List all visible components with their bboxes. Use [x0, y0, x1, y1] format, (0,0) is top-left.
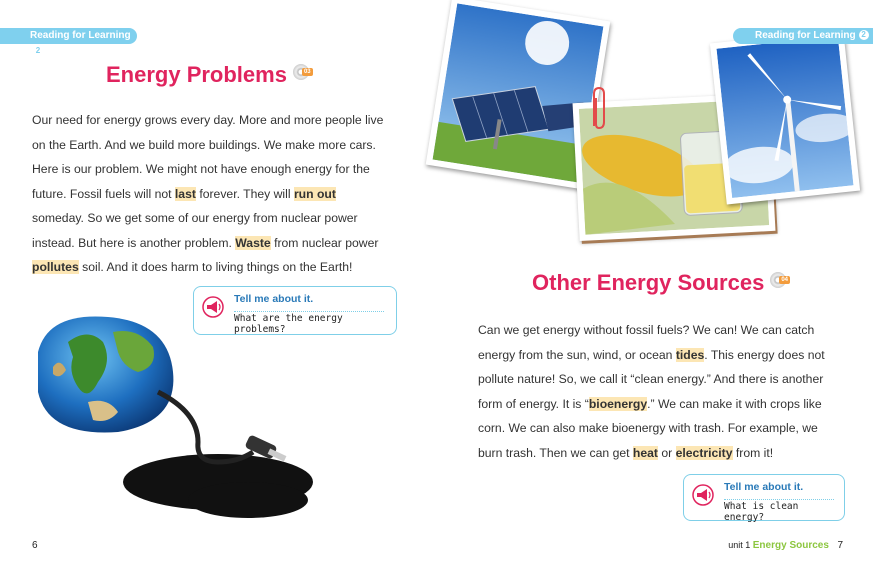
footer-unit-title: Energy Sources: [752, 540, 829, 551]
title-text: Energy Problems: [106, 62, 287, 87]
section-tab-left: [0, 28, 137, 55]
vocab-word-highlight: heat: [632, 445, 658, 460]
audio-cd-icon[interactable]: [293, 64, 309, 80]
vocab-word-highlight: run out: [293, 186, 336, 201]
section-tab-label: Reading for Learning: [755, 30, 856, 41]
page-footer-right: [728, 540, 843, 551]
page-number-left: 6: [32, 540, 38, 551]
vocab-word-highlight: Waste: [235, 235, 271, 250]
vocab-word-highlight: last: [174, 186, 196, 201]
paragraph-text: soil. And it does harm to living things on the Earth!: [78, 260, 353, 274]
section-number-badge: 2: [33, 46, 43, 56]
paragraph-text: from nuclear power: [270, 235, 379, 250]
paragraph-text: someday. So we get some of our energy from nuclear power instead. But here is another problem.: [32, 211, 358, 250]
earth-fuel-nozzle-illustration: [28, 312, 318, 527]
paragraph-text: Our need for energy grows every day. More and more people live on the Earth. And we build more buildings. We make more cars. Here is our problem. We might not have enough energy for the future. Fossil fuels will not: [32, 113, 384, 201]
paragraph-text: forever. They will: [195, 186, 294, 201]
vocab-word-highlight: tides: [675, 347, 705, 362]
paragraph: [478, 318, 844, 465]
paragraph-text: Can we get energy without fossil fuels? We can! We can catch energy from the sun, wind, or ocean: [478, 323, 815, 362]
page-title-energy-problems: [106, 62, 309, 88]
tell-me-question: What is clean energy?: [724, 501, 799, 523]
vocab-word-highlight: pollutes: [32, 260, 79, 274]
audio-track-number: 04: [781, 277, 788, 283]
paragraph-text: from it!: [732, 445, 774, 460]
audio-cd-icon[interactable]: [770, 272, 786, 288]
paper-clip-icon: [590, 86, 606, 132]
page-number-right: 7: [837, 540, 843, 551]
body-paragraph-right: [478, 318, 844, 465]
wind-turbine-photo: [710, 29, 860, 204]
wavy-divider: [724, 495, 834, 500]
tell-me-title: Tell me about it.: [234, 293, 314, 305]
section-tab-label: Reading for Learning: [30, 30, 131, 41]
body-paragraph-left: [32, 108, 384, 280]
paragraph-text: . This energy does not pollute nature! So, we call it “clean energy.” And there is another form of energy. It is “: [478, 347, 825, 411]
megaphone-icon: [692, 484, 716, 506]
paragraph-text: .” We can make it with crops like corn. We can also make bioenergy with trash. For example, we burn trash. Then we can get: [478, 396, 822, 460]
audio-track-number: 03: [303, 69, 311, 75]
tell-me-title: Tell me about it.: [724, 481, 804, 493]
page-title-other-energy-sources: [532, 270, 786, 296]
footer-unit: unit 1: [728, 540, 751, 550]
paragraph: [32, 108, 384, 280]
section-tab-right: [733, 28, 873, 44]
vocab-word-highlight: bioenergy: [588, 396, 648, 411]
tell-me-box-right: [683, 474, 845, 521]
vocab-word-highlight: electricity: [675, 445, 733, 460]
title-text: Other Energy Sources: [532, 270, 765, 295]
paragraph-text: or: [657, 445, 676, 460]
section-number-badge: 2: [859, 30, 869, 40]
tell-me-question: What are the energy problems?: [234, 313, 343, 335]
